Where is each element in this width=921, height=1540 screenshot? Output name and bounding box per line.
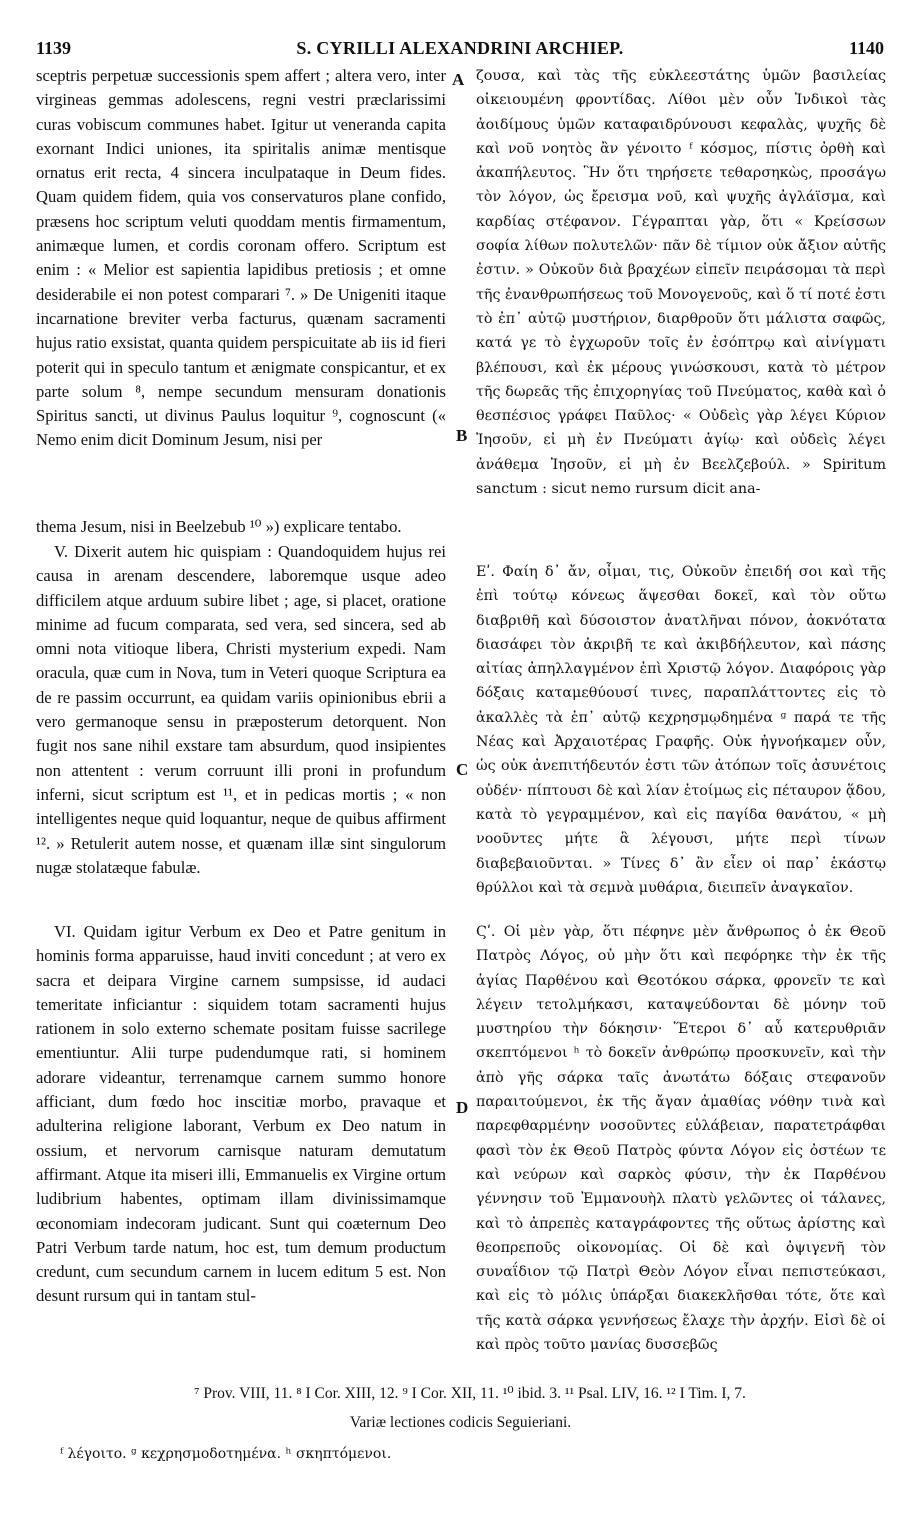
- variae-lectiones-notes: ᶠ λέγοιτο. ᵍ κεχρησμοδοτημένα. ʰ σκηπτόμενοι.: [60, 1446, 392, 1462]
- page-header: [36, 38, 884, 60]
- latin-paragraph-intro: sceptris perpetuæ successionis spem affert ; altera vero, inter virgineas gemmas adolescens, regni vestri præclarissimi curas vobiscum communes habet. Igitur ut veneranda capita exornant Indici uniones, ita spiritalis animæ mentisque ornatus erit recta, 4 sincera inculpataque in Deum fides. Quam quidem fidem, quia vos conservaturos plane confido, præsens hoc scriptum veluti quoddam mentis firmamentum, animæque lumen, et cordis coronam offero. Scriptum est enim : « Melior est sapientia lapidibus pretiosis ; et omne desiderabile ei non potest comparari ⁷. » De Unigeniti itaque incarnatione breviter verba facturus, quænam sacramenti hujus ratio exsistat, quanta quidem perspicuitate ab iis id fieri poterit qui in speculo tantum et ænigmate conspicantur, et ex parte solum ⁸, nempe secundum mensuram donationis Spiritus sancti, ut divinus Paulus loquitur ⁹, cognoscunt (« Nemo enim dicit Dominum Jesum, nisi per: [36, 66, 446, 450]
- latin-paragraph-v: V. Dixerit autem hic quispiam : Quandoquidem hujus rei causa in arenam descendere, laboremque usque adeo difficilem atque arduum subire libet ; age, si placet, oratione minime ad fucum comparata, sed vera, sed sincera, sed ab omni nota vitioque libera, Christi mysterium expedi. Nam oracula, quæ cum in Nova, tum in Veteri quoque Scriptura ea de re passim occurrunt, ea quidam variis opinionibus ebrii a vero germanoque sensu in præposterum detorquent. Non fugit nos sane nihil exstare tam absurdum, quod insipientes non attentent : verum corruunt illi proni in profundum inferni, sicut scriptum est ¹¹, et in pedicas mortis ; « non intelligentes neque quid loquantur, neque de quibus affirment ¹². » Retulerit autem nosse, et quænam illæ sint singulorum nugæ stolatæque fabulæ.: [36, 542, 446, 877]
- spanning-line: thema Jesum, nisi in Beelzebub ¹⁰ ») explicare tentabo.: [36, 517, 402, 536]
- latin-paragraph-vi: VI. Quidam igitur Verbum ex Deo et Patre genitum in hominis forma apparuisse, haud inviti concedunt ; at vero ex sacra et deipara Virgine carnem sumpsisse, id audaci temeritate inficiantur : siquidem totam sacramenti hujus rationem in solo externo schemate positam fuisse sacrilege ementiuntur. Alii turpe pudendumque rati, si hominem adorare videantur, terrenamque carnem summo honore afficiant, dum fœdo hoc inscitiæ morbo, pravaque et adulterina religione laborant, Verbum ex Deo natum in ossium, et nervorum carnisque naturam demutatum affirmant. Atque ita miseri illi, Emmanuelis ex Virgine ortum ludibrium habentes, optimam illam divinissimamque œconomiam indecoram judicant. Sunt qui coæternum Deo Patri Verbum tarde natum, hoc est, tum demum productum credunt, cum secundum carnem in lucem editum 5 est. Non desunt rursum qui in tantam stul-: [36, 922, 446, 1306]
- section-marker-a: A: [452, 70, 465, 89]
- section-marker-d: D: [456, 1098, 469, 1117]
- running-title: S. CYRILLI ALEXANDRINI ARCHIEP.: [296, 38, 624, 58]
- right-page-number: 1140: [848, 38, 884, 58]
- greek-column: [476, 64, 887, 1354]
- variae-lectiones-title: Variæ lectiones codicis Seguieriani.: [349, 1414, 572, 1431]
- greek-paragraph-st: Ϛʹ. Οἱ μὲν γὰρ, ὅτι πέφηνε μὲν ἄνθρωπος ὁ ἐκ Θεοῦ Πατρὸς Λόγος, οὐ μὴν ὅτι καὶ πεφόρηκε τὴν ἐκ τῆς ἁγίας Παρθένου καὶ Θεοτόκου σάρκα, φρονεῖν τε καὶ λέγειν τετολμήκασι, καταψεύδονται δὲ μόνην τοῦ μυστηρίου τὴν δόκησιν· Ἕτεροι δ᾽ αὖ κατερυθριᾶν σκεπτόμενοι ʰ τὸ δοκεῖν ἀνθρώπῳ προσκυνεῖν, καὶ τὴν ἀπὸ γῆς σάρκα ταῖς ἀνωτάτω δόξαις στεφανοῦν παραιτούμενοι, ἐκ τῆς ἄγαν ἀμαθίας νόθην τινὰ καὶ παρεφθαρμένην νοσοῦντες εὐλάβειαν, παρατετράφθαι φασὶ τὸν ἐκ Θεοῦ Πατρὸς φύντα Λόγον εἰς ὀστέων τε καὶ νεύρων καὶ σαρκὸς φύσιν, τὴν ἐκ Παρθένου γέννησιν τοῦ Ἐμμανουὴλ πλατὺ γελῶντες οἱ τάλανες, καὶ τὸ ἀπρεπὲς καταγράφοντες τῆς οὕτως ἀρίστης καὶ θεοπρεποῦς οἰκονομίας. Οἱ δὲ καὶ ὀψιγενῆ τὸν συναΐδιον τῷ Πατρὶ Θεὸν Λόγον εἶναι πεπιστεύκασι, καὶ εἰς τὸ μόλις ὑπάρξαι διακεκλῆσθαι τότε, ὅτε καὶ τῆς κατὰ σάρκα γεννήσεως ἔλαχε τὴν ἀρχήν. Εἰσὶ δὲ οἱ καὶ πρὸς τοῦτο μανίας δυσσεβῶς: [476, 924, 886, 1354]
- section-marker-c: C: [456, 760, 469, 779]
- left-page-number: 1139: [36, 38, 72, 58]
- latin-column-top: [36, 64, 446, 514]
- greek-paragraph-intro: ζουσα, καὶ τὰς τῆς εὐκλεεστάτης ὑμῶν βασιλείας οἰκειουμένη φροντίδας. Λίθοι μὲν οὖν Ἰνδικοὶ τὰς ἀοιδίμους ὑμῶν καταφαιδρύνουσι κεφαλὰς, ψυχῆς δὲ καὶ νοῦ νοητὸς ἂν γένοιτο ᶠ κόσμος, πίστις ὀρθὴ καὶ ἀκαπήλευτος. Ἣν ὅτι τηρήσετε τεθαρσηκὼς, προσάγω τὸν λόγον, ὡς ἔρεισμα νοῦ, καὶ ψυχῆς ἀγλάϊσμα, καὶ καρδίας στέφανον. Γέγραπται γὰρ, ὅτι « Κρείσσων σοφία λίθων πολυτελῶν· πᾶν δὲ τίμιον οὐκ ἄξιον αὐτῆς ἐστιν. » Οὐκοῦν διὰ βραχέων εἰπεῖν πειράσομαι τὰ περὶ τῆς ἐνανθρωπήσεως τοῦ Μονογενοῦς, καὶ ὅ τί ποτέ ἐστι τὸ ἐπ᾽ αὐτῷ μυστήριον, διαρθροῦν ὅτι μάλιστα σαφῶς, κατά γε τὸ ἐγχωροῦν τοῖς ἐν ἐσόπτρῳ καὶ αἰνίγματι βλέπουσι, καὶ ἐκ μέρους γινώσκουσι, κατὰ τὸ μέτρον τῆς δωρεᾶς τῆς ἐπιχορηγίας τοῦ Πνεύματος, καθὰ καὶ ὁ θεσπέσιος γράφει Παῦλος· « Οὐδεὶς γὰρ λέγει Κύριον Ἰησοῦν, εἰ μὴ ἐν Πνεύματι ἁγίῳ· καὶ οὐδεὶς λέγει ἀνάθεμα Ἰησοῦν, εἰ μὴ ἐν Βεελζεβούλ. » Spiritum sanctum : sicut nemo rursum dicit ana-: [476, 68, 886, 498]
- greek-paragraph-e: Εʹ. Φαίη δ᾽ ἄν, οἶμαι, τις, Οὐκοῦν ἐπειδή σοι καὶ τῆς ἐπὶ τούτῳ κόνεως ἅψεσθαι δοκεῖ, καὶ τὸν οὕτω διαβριθῆ καὶ δύσοιστον ἀνατλῆναι πόνον, ἀοκνότατα διασάφει τὸν ἀκριβῆ τε καὶ ἀκιβδήλευτον, καὶ πάσης αἰτίας ἀπηλλαγμένον ἐπὶ Χριστῷ λόγον. Διαφόροις γὰρ δόξαις καταμεθύουσί τινες, παραπλάττοντες εἰς τὸ ἀκαλλὲς τὰ ἐπ᾽ αὐτῷ κεχρησμῳδημένα ᵍ παρά τε τῆς Νέας καὶ Ἀρχαιοτέρας Γραφῆς. Οὐκ ἠγνοήκαμεν οὖν, ὡς οὐκ ἀνεπιτήδευτόν ἐστι τῶν ἀτόπων τοῖς ἀσυνέτοις οὐδέν· πίπτουσι δὲ καὶ λίαν ἑτοίμως εἰς πέταυρον ᾅδου, κατὰ τὸ γεγραμμένον, καὶ εἰς παγίδα θανάτου, « μὴ νοοῦντες μήτε ἃ λέγουσι, μήτε περὶ τίνων διαβεβαιοῦνται. » Τίνες δ᾽ ἂν εἶεν οἱ παρ᾽ ἑκάστῳ θρύλλοι καὶ τὰ σεμνὰ μυθάρια, διειπεῖν ἀναγκαῖον.: [476, 564, 887, 896]
- latin-column-bottom: [36, 540, 446, 1342]
- section-marker-b: B: [456, 426, 468, 445]
- scripture-footnotes: ⁷ Prov. VIII, 11. ⁸ I Cor. XIII, 12. ⁹ I Cor. XII, 11. ¹⁰ ibid. 3. ¹¹ Psal. LIV, 16. ¹² I Tim. I, 7.: [194, 1385, 746, 1402]
